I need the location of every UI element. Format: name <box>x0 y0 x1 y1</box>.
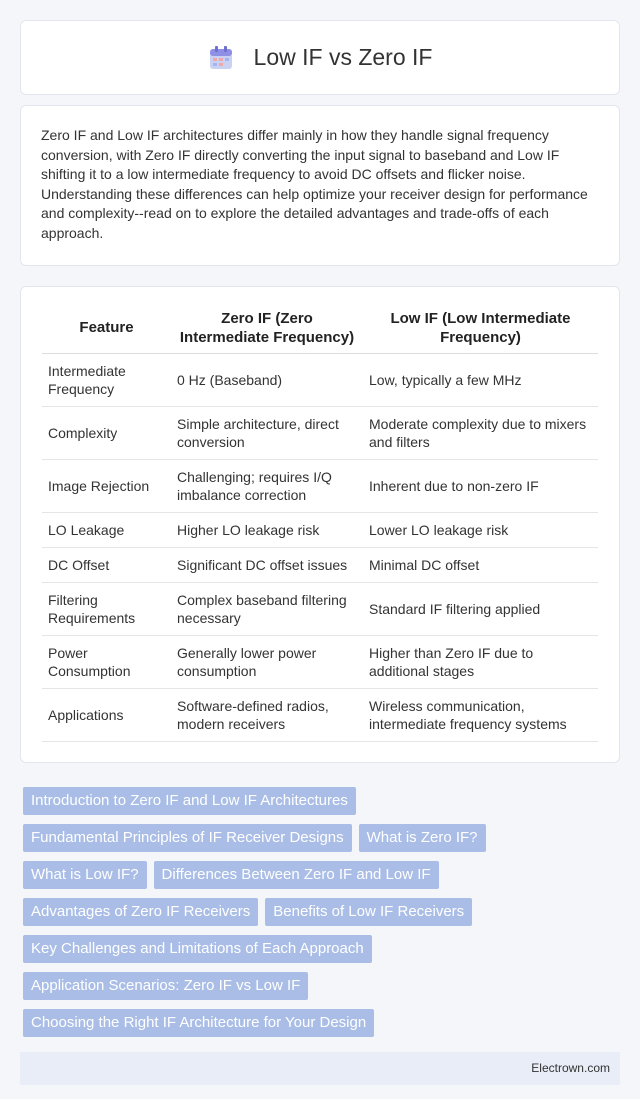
comparison-table-card <box>20 286 620 763</box>
cell-feature: LO Leakage <box>42 512 171 547</box>
cell-feature: Power Consumption <box>42 635 171 688</box>
topic-link[interactable]: Choosing the Right IF Architecture for Your Design <box>23 1009 374 1037</box>
cell-feature: Image Rejection <box>42 459 171 512</box>
topic-link[interactable]: Application Scenarios: Zero IF vs Low IF <box>23 972 308 1000</box>
intro-card <box>20 105 620 266</box>
cell-low-if: Lower LO leakage risk <box>363 512 598 547</box>
page-title: Low IF vs Zero IF <box>253 44 433 70</box>
cell-feature: Filtering Requirements <box>42 582 171 635</box>
comparison-table <box>42 303 598 742</box>
cell-feature: DC Offset <box>42 547 171 582</box>
table-row <box>42 688 598 741</box>
cell-low-if: Inherent due to non-zero IF <box>363 459 598 512</box>
footer <box>20 1052 620 1085</box>
topic-link[interactable]: What is Low IF? <box>23 861 147 889</box>
intro-paragraph: Zero IF and Low IF architectures differ mainly in how they handle signal frequency conversion, with Zero IF directly converting the input signal to baseband and Low IF shifting it to a low intermediate frequency to avoid DC offsets and flicker noise. Understanding these differences can help optimize your receiver design for performance and complexity--read on to explore the detailed advantages and trade-offs of each approach. <box>41 127 588 241</box>
cell-feature: Complexity <box>42 406 171 459</box>
table-row <box>42 547 598 582</box>
header-zero-if: Zero IF (Zero Intermediate Frequency) <box>171 303 363 354</box>
cell-low-if: Low, typically a few MHz <box>363 353 598 406</box>
table-row <box>42 459 598 512</box>
cell-feature: Intermediate Frequency <box>42 353 171 406</box>
calendar-icon <box>208 45 234 71</box>
cell-zero-if: Complex baseband filtering necessary <box>171 582 363 635</box>
table-row <box>42 353 598 406</box>
cell-zero-if: Generally lower power consumption <box>171 635 363 688</box>
header-feature: Feature <box>42 303 171 354</box>
topic-link[interactable]: Key Challenges and Limitations of Each Approach <box>23 935 372 963</box>
table-row <box>42 406 598 459</box>
topic-link[interactable]: Advantages of Zero IF Receivers <box>23 898 258 926</box>
footer-site[interactable]: Electrown.com <box>531 1061 610 1076</box>
cell-low-if: Standard IF filtering applied <box>363 582 598 635</box>
table-row <box>42 635 598 688</box>
cell-zero-if: Simple architecture, direct conversion <box>171 406 363 459</box>
topic-link[interactable]: Fundamental Principles of IF Receiver Designs <box>23 824 352 852</box>
cell-zero-if: Software-defined radios, modern receivers <box>171 688 363 741</box>
table-row <box>42 512 598 547</box>
topic-link[interactable]: What is Zero IF? <box>359 824 486 852</box>
header-low-if: Low IF (Low Intermediate Frequency) <box>363 303 598 354</box>
cell-low-if: Wireless communication, intermediate frequency systems <box>363 688 598 741</box>
cell-low-if: Minimal DC offset <box>363 547 598 582</box>
topic-link[interactable]: Introduction to Zero IF and Low IF Architectures <box>23 787 356 815</box>
table-row <box>42 582 598 635</box>
related-links <box>23 787 603 1046</box>
topic-link[interactable]: Benefits of Low IF Receivers <box>265 898 472 926</box>
topic-link[interactable]: Differences Between Zero IF and Low IF <box>154 861 439 889</box>
cell-low-if: Higher than Zero IF due to additional stages <box>363 635 598 688</box>
table-header-row <box>42 303 598 354</box>
cell-low-if: Moderate complexity due to mixers and filters <box>363 406 598 459</box>
cell-zero-if: Higher LO leakage risk <box>171 512 363 547</box>
title-card <box>20 20 620 95</box>
cell-zero-if: Significant DC offset issues <box>171 547 363 582</box>
cell-zero-if: 0 Hz (Baseband) <box>171 353 363 406</box>
cell-feature: Applications <box>42 688 171 741</box>
cell-zero-if: Challenging; requires I/Q imbalance correction <box>171 459 363 512</box>
